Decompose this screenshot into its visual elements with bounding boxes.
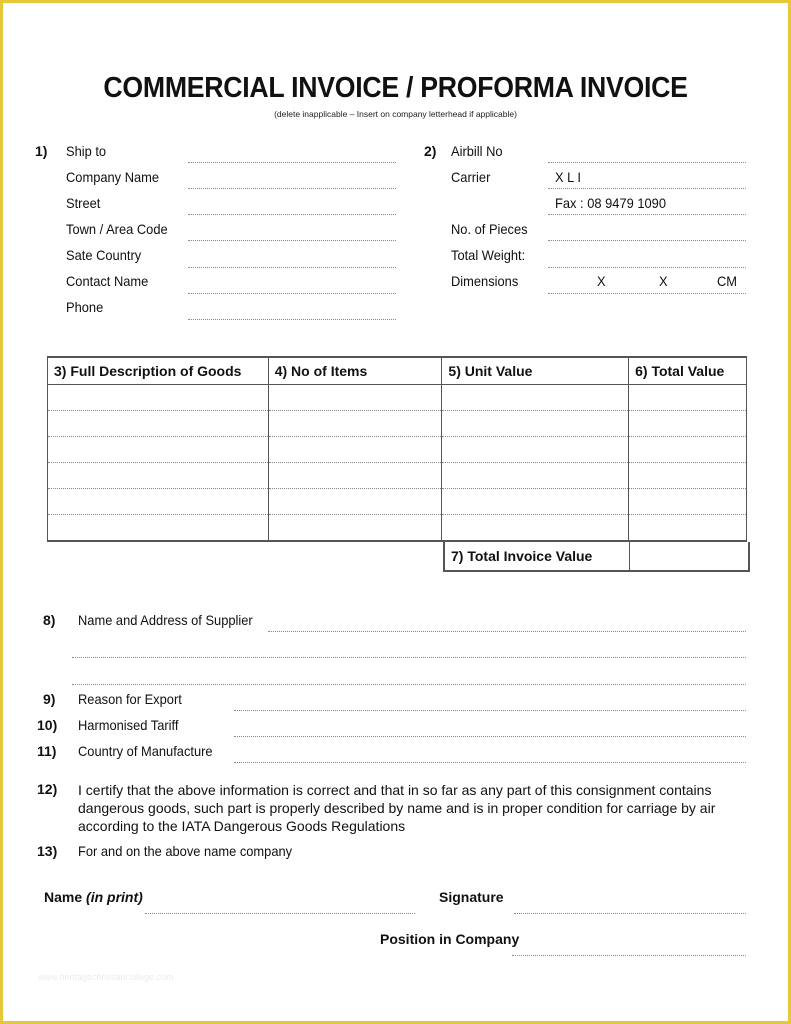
reason-export-label: Reason for Export <box>78 691 182 707</box>
section-9-number: 9) <box>43 691 56 707</box>
state-country-field[interactable] <box>188 267 396 268</box>
carrier-field[interactable] <box>548 188 746 189</box>
total-invoice-box <box>443 542 750 572</box>
section-10-number: 10) <box>37 717 58 733</box>
name-field[interactable] <box>145 913 415 914</box>
supplier-field-line-1[interactable] <box>268 631 746 632</box>
total-invoice-label: 7) Total Invoice Value <box>445 542 630 570</box>
table-cell[interactable] <box>268 463 442 489</box>
street-field[interactable] <box>188 214 396 215</box>
carrier-value: X L I <box>555 169 582 185</box>
ship-to-label: Ship to <box>66 143 107 159</box>
table-cell[interactable] <box>48 437 269 463</box>
table-cell[interactable] <box>442 515 629 542</box>
section-11-number: 11) <box>37 743 57 759</box>
dimensions-field[interactable] <box>548 293 746 294</box>
table-cell[interactable] <box>442 411 629 437</box>
table-cell[interactable] <box>268 385 442 411</box>
table-row <box>48 515 747 542</box>
fax-value: Fax : 08 9479 1090 <box>555 195 667 211</box>
country-manufacture-field[interactable] <box>234 762 746 763</box>
signature-label: Signature <box>439 889 504 905</box>
airbill-field[interactable] <box>548 162 746 163</box>
table-cell[interactable] <box>268 411 442 437</box>
header-no-of-items: 4) No of Items <box>268 357 442 385</box>
dimensions-label: Dimensions <box>451 273 519 289</box>
supplier-field-line-2[interactable] <box>72 657 746 658</box>
name-label-group <box>44 889 143 905</box>
position-field[interactable] <box>512 955 746 956</box>
table-row <box>48 411 747 437</box>
harmonised-tariff-field[interactable] <box>234 736 746 737</box>
table-cell[interactable] <box>268 437 442 463</box>
table-cell[interactable] <box>268 515 442 542</box>
table-cell[interactable] <box>629 411 747 437</box>
dimensions-unit: CM <box>717 273 738 289</box>
reason-export-field[interactable] <box>234 710 746 711</box>
goods-table <box>47 356 747 542</box>
pieces-field[interactable] <box>548 240 746 241</box>
position-label: Position in Company <box>380 931 520 947</box>
section-2-number: 2) <box>424 143 437 159</box>
state-country-label: Sate Country <box>66 247 142 263</box>
harmonised-tariff-label: Harmonised Tariff <box>78 717 179 733</box>
table-cell[interactable] <box>268 489 442 515</box>
town-area-code-label: Town / Area Code <box>66 221 168 237</box>
fax-field[interactable] <box>548 214 746 215</box>
pieces-label: No. of Pieces <box>451 221 528 237</box>
company-name-field[interactable] <box>188 188 396 189</box>
carrier-label: Carrier <box>451 169 491 185</box>
contact-name-label: Contact Name <box>66 273 149 289</box>
table-cell[interactable] <box>629 463 747 489</box>
weight-label: Total Weight: <box>451 247 526 263</box>
name-label: Name <box>44 889 83 905</box>
header-unit-value: 5) Unit Value <box>442 357 629 385</box>
certification-text: I certify that the above information is correct and that in so far as any part of this consignment contains dangerous goods, such part is properly described by name and is in proper condition for carriage by air according to the IATA Dangerous Goods Regulations <box>78 782 716 834</box>
supplier-field-line-3[interactable] <box>72 684 746 685</box>
section-1-number: 1) <box>35 143 48 159</box>
table-cell[interactable] <box>629 437 747 463</box>
country-manufacture-label: Country of Manufacture <box>78 743 213 759</box>
table-row <box>48 437 747 463</box>
section-13-number: 13) <box>37 843 58 859</box>
document-title: COMMERCIAL INVOICE / PROFORMA INVOICE <box>103 72 688 104</box>
table-row <box>48 463 747 489</box>
table-cell[interactable] <box>629 489 747 515</box>
contact-name-field[interactable] <box>188 293 396 294</box>
phone-field[interactable] <box>188 319 396 320</box>
signature-field[interactable] <box>514 913 746 914</box>
town-area-code-field[interactable] <box>188 240 396 241</box>
watermark: www.heritagechristiancollege.com <box>38 972 174 982</box>
supplier-label: Name and Address of Supplier <box>78 612 253 628</box>
table-cell[interactable] <box>442 463 629 489</box>
table-cell[interactable] <box>48 489 269 515</box>
phone-label: Phone <box>66 299 104 315</box>
table-row <box>48 489 747 515</box>
airbill-label: Airbill No <box>451 143 503 159</box>
table-cell[interactable] <box>629 385 747 411</box>
name-hint: (in print) <box>86 889 143 905</box>
dimensions-x2: X <box>659 273 668 289</box>
table-cell[interactable] <box>442 489 629 515</box>
table-cell[interactable] <box>48 385 269 411</box>
company-statement: For and on the above name company <box>78 843 293 859</box>
street-label: Street <box>66 195 101 211</box>
header-total-value: 6) Total Value <box>629 357 747 385</box>
ship-to-field[interactable] <box>188 162 396 163</box>
table-row <box>48 385 747 411</box>
table-cell[interactable] <box>48 463 269 489</box>
table-cell[interactable] <box>442 385 629 411</box>
company-name-label: Company Name <box>66 169 160 185</box>
table-cell[interactable] <box>48 515 269 542</box>
table-cell[interactable] <box>48 411 269 437</box>
table-cell[interactable] <box>442 437 629 463</box>
weight-field[interactable] <box>548 267 746 268</box>
header-description: 3) Full Description of Goods <box>48 357 269 385</box>
dimensions-x1: X <box>597 273 606 289</box>
section-8-number: 8) <box>43 612 56 628</box>
table-cell[interactable] <box>629 515 747 542</box>
section-12-number: 12) <box>37 781 58 797</box>
document-subtitle: (delete inapplicable – Insert on company letterhead if applicable) <box>274 109 517 119</box>
